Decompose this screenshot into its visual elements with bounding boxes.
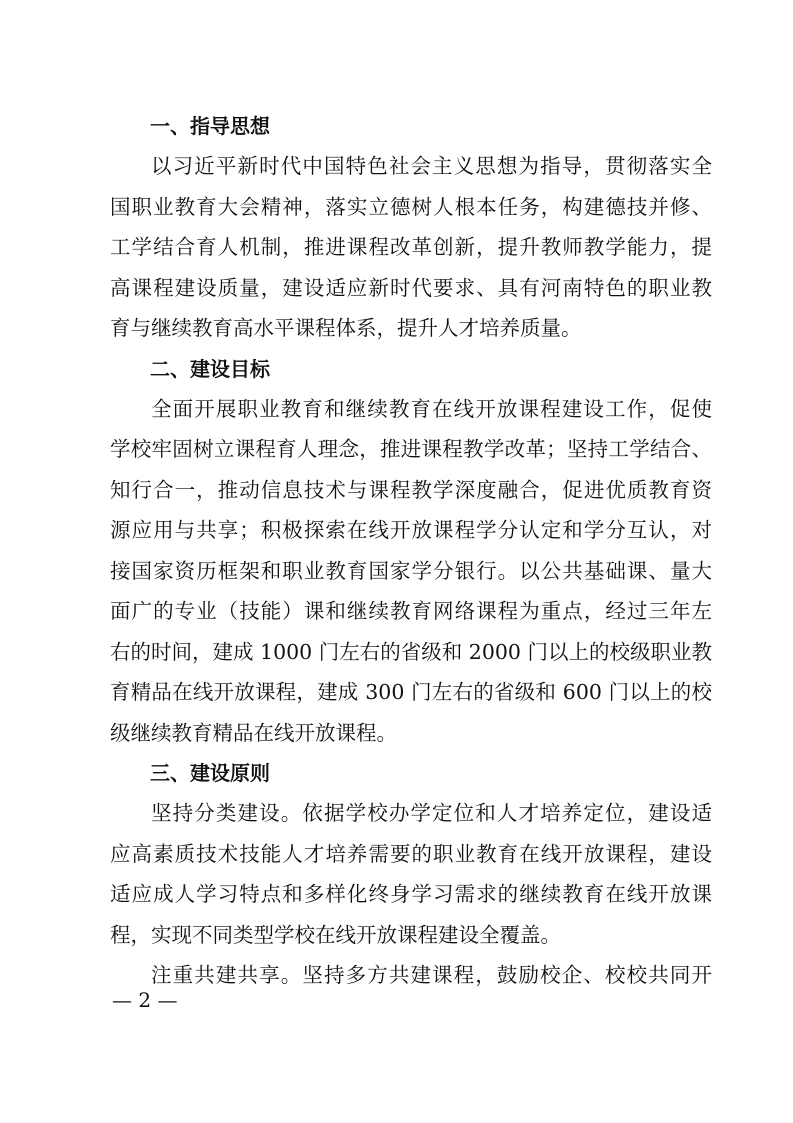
paragraph-line: 国职业教育大会精神，落实立德树人根本任务，构建德技并修、 <box>110 194 712 219</box>
paragraph-line: 育与继续教育高水平课程体系，提升人才培养质量。 <box>110 316 582 340</box>
paragraph-line: 级继续教育精品在线开放课程。 <box>110 720 397 745</box>
paragraph <box>110 955 712 996</box>
paragraph-line: 知行合一，推动信息技术与课程教学深度融合，促进优质教育资 <box>110 477 712 502</box>
section-construction-principles <box>110 753 712 996</box>
paragraph-line: 应高素质技术技能人才培养需要的职业教育在线开放课程，建设 <box>110 841 712 866</box>
paragraph-line: 高课程建设质量，建设适应新时代要求、具有河南特色的职业教 <box>110 275 712 300</box>
paragraph-line: 注重共建共享。坚持多方共建课程，鼓励校企、校校共同开 <box>151 963 712 987</box>
document-page <box>110 106 712 996</box>
paragraph-line: 程，实现不同类型学校在线开放课程建设全覆盖。 <box>110 922 561 947</box>
paragraph <box>110 793 712 955</box>
paragraph <box>110 146 712 349</box>
paragraph <box>110 389 712 754</box>
paragraph-line: 右的时间，建成 1000 门左右的省级和 2000 门以上的校级职业教 <box>110 639 712 664</box>
section-heading: 一、指导思想 <box>150 114 270 138</box>
paragraph-line: 以习近平新时代中国特色社会主义思想为指导，贯彻落实全 <box>151 154 712 178</box>
section-heading: 二、建设目标 <box>150 356 270 381</box>
section-heading: 三、建设原则 <box>150 761 270 785</box>
paragraph-line: 接国家资历框架和职业教育国家学分银行。以公共基础课、量大 <box>110 558 712 583</box>
paragraph-line: 工学结合育人机制，推进课程改革创新，提升教师教学能力，提 <box>110 235 712 259</box>
section-guiding-ideology <box>110 106 712 349</box>
paragraph-line: 全面开展职业教育和继续教育在线开放课程建设工作，促使 <box>151 396 712 421</box>
paragraph-line: 源应用与共享；积极探索在线开放课程学分认定和学分互认，对 <box>110 518 712 542</box>
section-construction-goals <box>110 349 712 754</box>
paragraph-line: 学校牢固树立课程育人理念，推进课程教学改革；坚持工学结合、 <box>110 437 712 461</box>
page-number: — 2 — <box>112 988 178 1012</box>
paragraph-line: 育精品在线开放课程，建成 300 门左右的省级和 600 门以上的校 <box>110 680 712 704</box>
paragraph-line: 坚持分类建设。依据学校办学定位和人才培养定位，建设适 <box>151 801 712 825</box>
paragraph-line: 适应成人学习特点和多样化终身学习需求的继续教育在线开放课 <box>110 882 712 906</box>
paragraph-line: 面广的专业（技能）课和继续教育网络课程为重点，经过三年左 <box>110 599 712 623</box>
